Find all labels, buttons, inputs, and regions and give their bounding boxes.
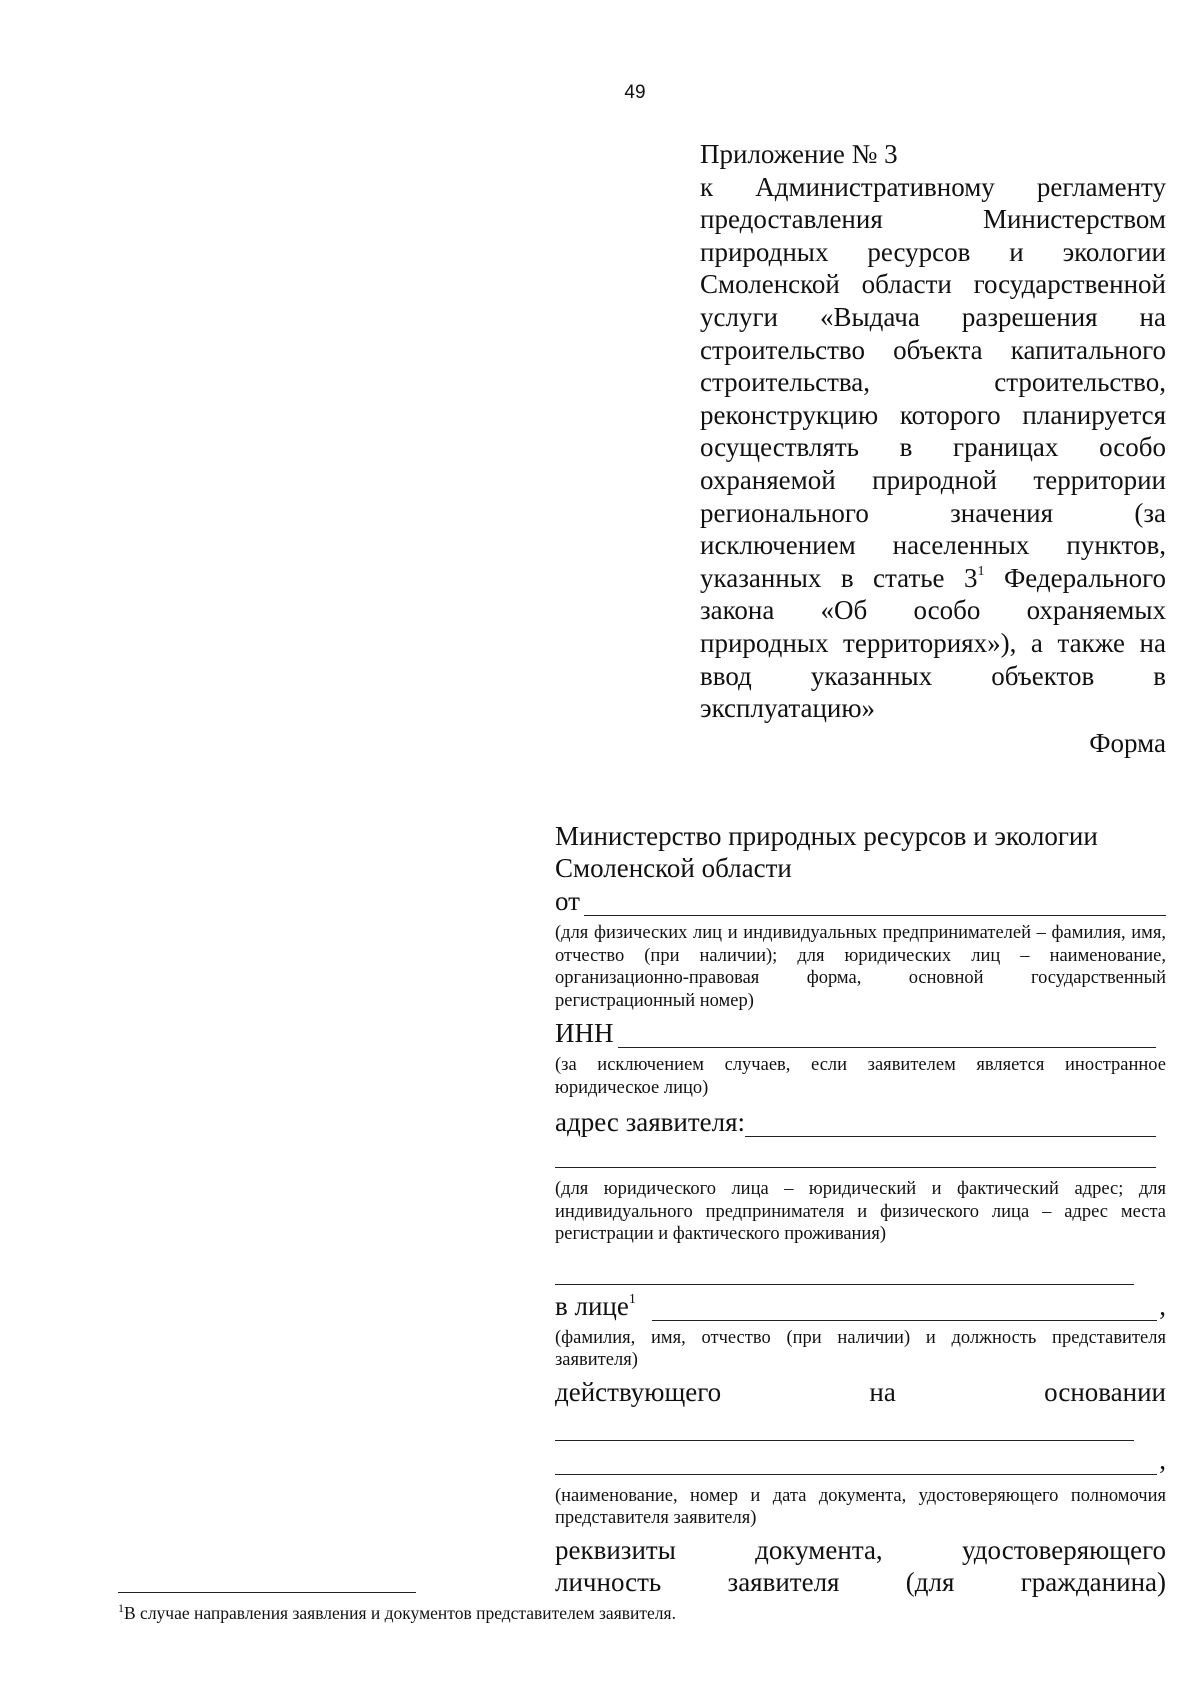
from-line[interactable]: [584, 893, 1166, 916]
from-field[interactable]: [555, 886, 1166, 916]
form-label: Форма: [1089, 727, 1166, 758]
address-line-1[interactable]: [745, 1114, 1156, 1137]
page-number: 49: [624, 82, 646, 103]
extra-address-line[interactable]: [555, 1284, 1134, 1285]
requisites-line-1: реквизиты документа, удостоверяющего: [555, 1534, 1166, 1565]
person-label: в лице$^1$: [555, 1290, 636, 1321]
footnote: [118, 1603, 676, 1624]
basis-line-1[interactable]: [555, 1440, 1134, 1441]
appendix-footnote-sup: 1: [977, 563, 985, 579]
appendix-text: [700, 171, 1166, 725]
inn-hint: (за исключением случаев, если заявителем является иностранное юридическое лицо): [555, 1055, 1166, 1098]
address-field[interactable]: [555, 1107, 1166, 1137]
appendix-text-main: к Административному регламенту предоставления Министерством природных ресурсов и экологии Смоленской области государственной услуги «Выдача разрешения на строительство объекта капитального строительства, строительство, реконструкцию которого планируется осуществлять в границах особо охраняемой природной территории регионального значения (за исключением населенных пунктов, указанных в статье 3: [700, 171, 1166, 593]
person-line[interactable]: [652, 1298, 1157, 1321]
person-footnote-sup: 1: [628, 1291, 636, 1307]
appendix-block: [700, 138, 1166, 759]
recipient-block: [555, 820, 1166, 1598]
inn-line[interactable]: [618, 1025, 1157, 1048]
person-field[interactable]: [555, 1291, 1166, 1321]
footnote-divider: [118, 1592, 416, 1593]
footnote-text: В случае направления заявления и документов представителем заявителя.: [124, 1603, 676, 1623]
basis-hint: (наименование, номер и дата документа, удостоверяющего полномочия представителя заявителя): [555, 1485, 1166, 1528]
inn-field[interactable]: [555, 1018, 1166, 1048]
from-hint: (для физических лиц и индивидуальных предпринимателей – фамилия, имя, отчество (при наличии); для юридических лиц – наименование, организационно-правовая форма, основной государственный регистрационный номер): [555, 923, 1166, 1011]
appendix-heading: Приложение № 3: [700, 139, 898, 169]
ministry-name: Министерство природных ресурсов и экологии Смоленской области: [555, 821, 1098, 883]
address-label: адрес заявителя:: [555, 1107, 746, 1137]
appendix-text-cont: Федерального закона «Об особо охраняемых природных территориях»), а также на ввод указанных объектов в эксплуатацию»: [700, 562, 1166, 724]
inn-label: ИНН: [555, 1018, 614, 1048]
from-label: от: [555, 886, 580, 916]
basis-field-2[interactable]: [555, 1445, 1166, 1475]
person-comma: ,: [1159, 1290, 1166, 1321]
requisites-line-2: личность заявителя (для гражданина): [555, 1566, 1166, 1597]
footnote-marker: 1: [118, 1601, 124, 1615]
basis-label: действующего на основании: [555, 1376, 1166, 1407]
person-hint: (фамилия, имя, отчество (при наличии) и должность представителя заявителя): [555, 1327, 1166, 1370]
basis-comma: ,: [1159, 1444, 1166, 1475]
basis-line-2[interactable]: [555, 1452, 1157, 1475]
address-line-2[interactable]: [555, 1167, 1156, 1168]
address-hint: (для юридического лица – юридический и фактический адрес; для индивидуального предпринимателя и физического лица – адрес места регистрации и фактического проживания): [555, 1179, 1166, 1244]
